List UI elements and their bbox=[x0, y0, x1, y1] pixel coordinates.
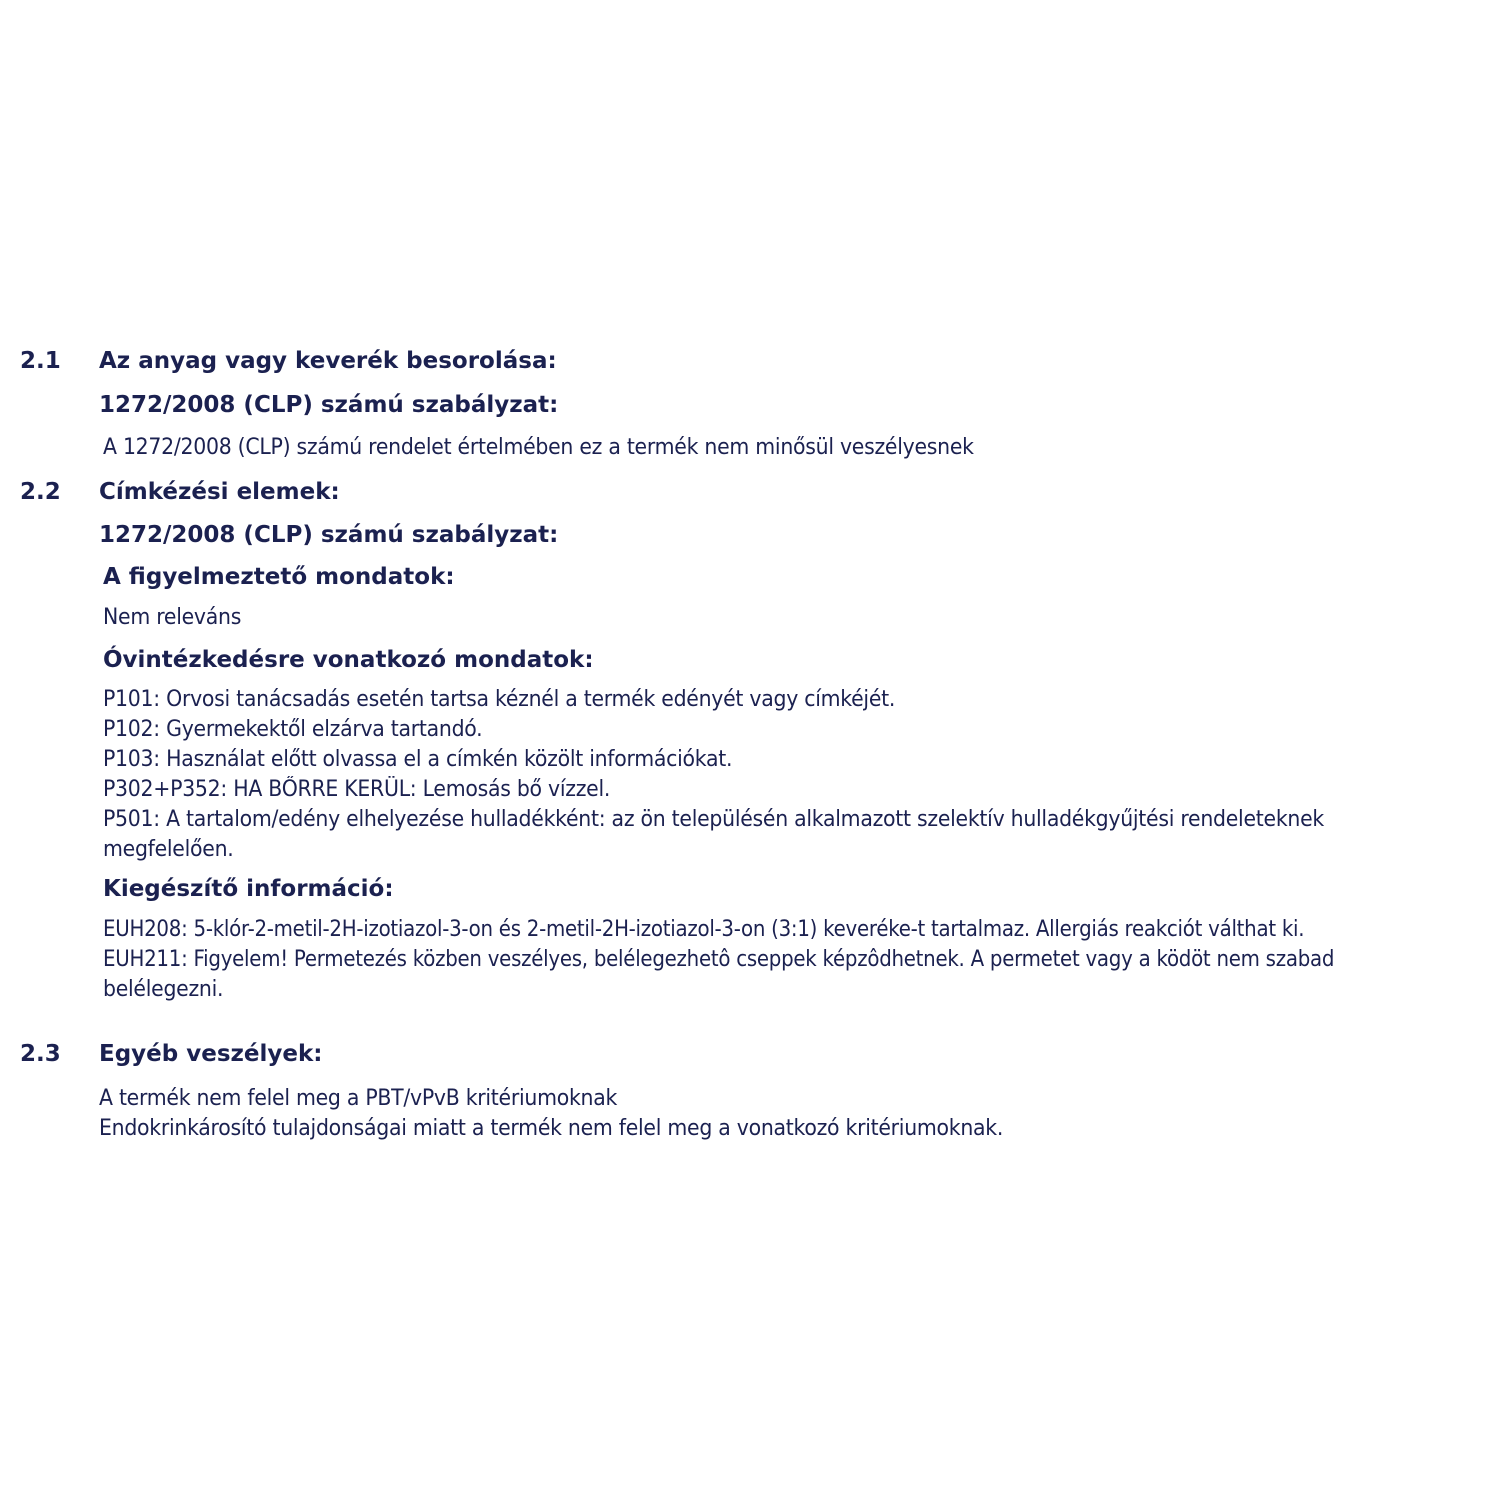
supplementary-item bbox=[103, 945, 1471, 975]
other-hazards-list bbox=[99, 1084, 1071, 1144]
supplementary-item bbox=[103, 975, 1471, 1005]
warning-text bbox=[103, 605, 251, 630]
supplementary-item bbox=[103, 915, 1471, 945]
classification-text bbox=[103, 435, 1039, 460]
warning-heading: A figyelmeztető mondatok: bbox=[103, 564, 455, 590]
precaution-item bbox=[103, 835, 1416, 865]
supplementary-text: EUH211: Figyelem! Permetezés közben veszélyes, belélegezhetô cseppek képzôdhetnek. A permetet vagy a ködöt nem szabad bbox=[103, 947, 1335, 972]
section-number: 2.3 bbox=[20, 1041, 61, 1067]
section-number: 2.2 bbox=[20, 479, 61, 505]
precaution-text: P302+P352: HA BŐRRE KERÜL: Lemosás bő vízzel. bbox=[103, 777, 611, 802]
other-hazard-line bbox=[99, 1084, 1071, 1114]
precaution-list bbox=[103, 685, 1416, 865]
precaution-heading: Óvintézkedésre vonatkozó mondatok: bbox=[103, 647, 594, 673]
warning-text-span: Nem releváns bbox=[103, 605, 242, 630]
section-title: Címkézési elemek: bbox=[99, 479, 340, 505]
other-hazard-text: A termék nem felel meg a PBT/vPvB kritériumoknak bbox=[99, 1086, 618, 1111]
precaution-item bbox=[103, 775, 1416, 805]
precaution-text: P103: Használat előtt olvassa el a címkén közölt információkat. bbox=[103, 747, 733, 772]
precaution-text: megfelelően. bbox=[103, 837, 234, 862]
section-title: Egyéb veszélyek: bbox=[99, 1041, 323, 1067]
supplementary-text: belélegezni. bbox=[103, 977, 224, 1002]
supplementary-list bbox=[103, 915, 1471, 1005]
supplementary-heading: Kiegészítő információ: bbox=[103, 876, 394, 902]
other-hazard-line bbox=[99, 1114, 1071, 1144]
regulation-subheading: 1272/2008 (CLP) számú szabályzat: bbox=[99, 392, 559, 418]
precaution-item bbox=[103, 715, 1416, 745]
section-number: 2.1 bbox=[20, 348, 61, 374]
section-title: Az anyag vagy keverék besorolása: bbox=[99, 348, 557, 374]
supplementary-text: EUH208: 5-klór-2-metil-2H-izotiazol-3-on és 2-metil-2H-izotiazol-3-on (3:1) keveréke-t tartalmaz. Allergiás reakciót válthat ki. bbox=[103, 917, 1305, 942]
precaution-item bbox=[103, 805, 1416, 835]
classification-text-span: A 1272/2008 (CLP) számú rendelet értelmében ez a termék nem minősül veszélyesnek bbox=[103, 435, 974, 460]
precaution-text: P101: Orvosi tanácsadás esetén tartsa kéznél a termék edényét vagy címkéjét. bbox=[103, 687, 896, 712]
precaution-text: P501: A tartalom/edény elhelyezése hulladékként: az ön településén alkalmazott szelektív hulladékgyűjtési rendeleteknek bbox=[103, 807, 1324, 832]
precaution-item bbox=[103, 745, 1416, 775]
precaution-text: P102: Gyermekektől elzárva tartandó. bbox=[103, 717, 483, 742]
other-hazard-text: Endokrinkárosító tulajdonságai miatt a termék nem felel meg a vonatkozó kritériumoknak. bbox=[99, 1116, 1004, 1141]
precaution-item bbox=[103, 685, 1416, 715]
regulation-subheading: 1272/2008 (CLP) számú szabályzat: bbox=[99, 522, 559, 548]
